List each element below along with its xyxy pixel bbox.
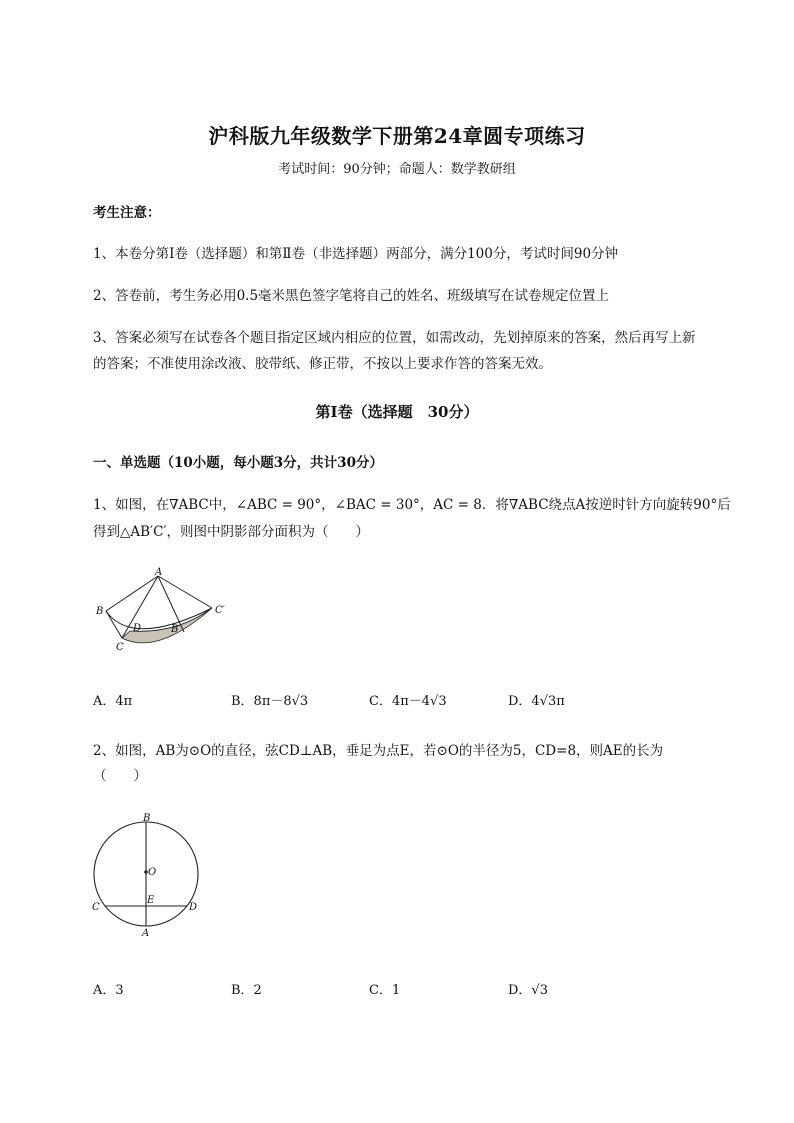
q1-choice-b: B．8π－8√3 xyxy=(231,694,309,709)
section-title: 第I卷（选择题 30分） xyxy=(315,403,479,421)
q1-choice-c: C．4π－4√3 xyxy=(369,694,447,709)
q2-choice-c: C．1 xyxy=(369,983,401,998)
q2-choice-d: D．√3 xyxy=(508,983,548,998)
page-title: 沪科版九年级数学下册第24章圆专项练习 xyxy=(208,124,586,148)
q1-choice-a: A．4π xyxy=(93,694,133,709)
part-heading: 一、单选题（10小题，每小题3分，共计30分） xyxy=(93,455,383,471)
notice-item-2: 2、答卷前，考生务必用0.5毫米黑色签字笔将自己的姓名、班级填写在试卷规定位置上 xyxy=(93,288,610,304)
question-2-figure xyxy=(88,810,208,938)
label-c-prime: C′ xyxy=(215,605,225,616)
label-d: D xyxy=(133,623,142,634)
exam-info: 考试时间：90分钟；命题人：数学教研组 xyxy=(278,162,516,177)
label-o: O xyxy=(148,867,157,878)
question-2-text: 2、如图，AB为⊙O的直径，弦CD⊥AB，垂足为点E，若⊙O的半径为5，CD=8，则AE的长为 xyxy=(93,743,664,759)
notice-item-3: 3、答案必须写在试卷各个题目指定区域内相应的位置，如需改动，先划掉原来的答案，然后再写上新 xyxy=(93,330,696,346)
label-e: E xyxy=(147,895,155,906)
label-c: C xyxy=(116,642,124,653)
q2-choice-a: A．3 xyxy=(93,983,124,998)
notice-item-3-cont: 的答案；不准使用涂改液、胶带纸、修正带，不按以上要求作答的答案无效。 xyxy=(93,356,552,372)
segment-ab xyxy=(106,576,158,611)
label-d: D xyxy=(189,902,198,913)
question-1-text-cont: 得到△AB′C′，则图中阴影部分面积为（ ） xyxy=(93,524,370,540)
label-b: B xyxy=(143,813,151,824)
notice-item-1: 1、本卷分第I卷（选择题）和第Ⅱ卷（非选择题）两部分，满分100分，考试时间90分钟 xyxy=(93,246,619,262)
question-1-text: 1、如图，在∇ABC中，∠ABC = 90°，∠BAC = 30°，AC = 8．将∇ABC绕点A按逆时针方向旋转90°后 xyxy=(93,497,731,513)
question-2-text-cont: （ ） xyxy=(93,768,147,784)
segment-ac-prime xyxy=(158,576,212,608)
label-c: C xyxy=(92,902,100,913)
notice-heading: 考生注意： xyxy=(93,205,161,221)
label-b-prime: B′ xyxy=(171,624,181,635)
question-1-figure xyxy=(92,566,232,656)
label-a: A xyxy=(142,928,150,938)
q2-choice-b: B．2 xyxy=(231,983,262,998)
label-b: B xyxy=(96,606,104,617)
q1-choice-d: D．4√3π xyxy=(508,694,565,709)
label-a: A xyxy=(155,567,163,578)
segment-bc xyxy=(106,611,122,638)
